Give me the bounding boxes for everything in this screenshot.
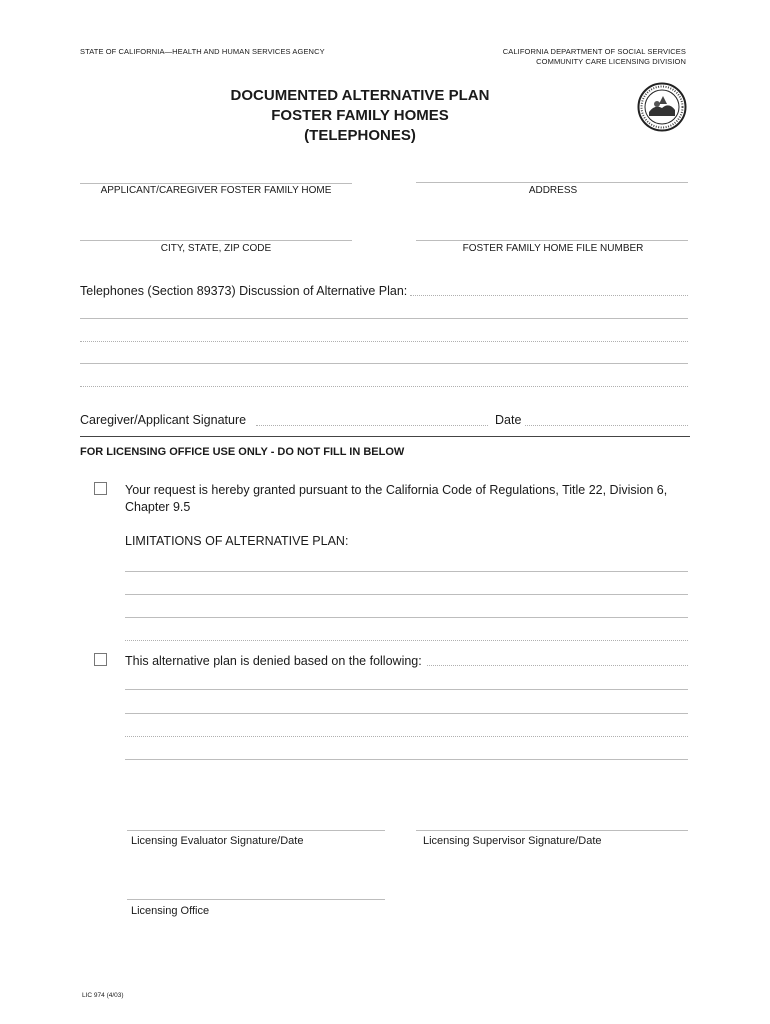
state-seal-icon xyxy=(637,82,687,132)
address-line[interactable] xyxy=(416,182,688,183)
discussion-line-0[interactable] xyxy=(410,295,688,296)
denied-line-0[interactable] xyxy=(427,665,688,666)
agency-left: STATE OF CALIFORNIA—HEALTH AND HUMAN SERVICES AGENCY xyxy=(80,47,325,56)
limitations-line-2[interactable] xyxy=(125,594,688,595)
discussion-line-1[interactable] xyxy=(80,318,688,319)
denied-text: This alternative plan is denied based on the following: xyxy=(125,654,422,668)
file-number-caption: FOSTER FAMILY HOME FILE NUMBER xyxy=(462,243,644,254)
section-divider xyxy=(80,436,690,437)
limitations-line-3[interactable] xyxy=(125,617,688,618)
city-caption: CITY, STATE, ZIP CODE xyxy=(160,243,272,254)
office-use-heading: FOR LICENSING OFFICE USE ONLY - DO NOT FILL IN BELOW xyxy=(80,446,405,458)
licensing-office-line[interactable] xyxy=(127,899,385,900)
caregiver-signature-label: Caregiver/Applicant Signature xyxy=(80,413,247,427)
granted-text-line1: Your request is hereby granted pursuant to the California Code of Regulations, Title 22, Division 6, xyxy=(125,483,668,497)
limitations-line-4[interactable] xyxy=(125,640,688,641)
agency-right-line2: COMMUNITY CARE LICENSING DIVISION xyxy=(536,57,686,66)
evaluator-label: Licensing Evaluator Signature/Date xyxy=(131,835,304,847)
supervisor-signature-line[interactable] xyxy=(416,830,688,831)
granted-checkbox[interactable] xyxy=(94,482,107,495)
licensing-office-label: Licensing Office xyxy=(131,905,210,917)
granted-text xyxy=(125,482,667,516)
denied-line-2[interactable] xyxy=(125,713,688,714)
title-line2: FOSTER FAMILY HOMES xyxy=(271,107,449,124)
evaluator-signature-line[interactable] xyxy=(127,830,385,831)
title-line3: (TELEPHONES) xyxy=(304,127,416,144)
caregiver-signature-line[interactable] xyxy=(256,425,488,426)
form-number: LIC 974 (4/03) xyxy=(82,992,124,999)
agency-right xyxy=(426,47,686,67)
applicant-caption: APPLICANT/CAREGIVER FOSTER FAMILY HOME xyxy=(100,185,332,196)
date-line[interactable] xyxy=(525,425,688,426)
granted-text-line2: Chapter 9.5 xyxy=(125,500,191,514)
discussion-line-4[interactable] xyxy=(80,386,688,387)
document-title xyxy=(190,86,530,146)
date-label: Date xyxy=(495,413,522,427)
file-number-line[interactable] xyxy=(416,240,688,241)
discussion-line-3[interactable] xyxy=(80,363,688,364)
address-caption: ADDRESS xyxy=(528,185,578,196)
denied-checkbox[interactable] xyxy=(94,653,107,666)
title-line1: DOCUMENTED ALTERNATIVE PLAN xyxy=(230,87,490,104)
limitations-label: LIMITATIONS OF ALTERNATIVE PLAN: xyxy=(125,534,349,548)
denied-line-1[interactable] xyxy=(125,689,688,690)
denied-line-4[interactable] xyxy=(125,759,688,760)
supervisor-label: Licensing Supervisor Signature/Date xyxy=(423,835,602,847)
limitations-line-1[interactable] xyxy=(125,571,688,572)
agency-right-line1: CALIFORNIA DEPARTMENT OF SOCIAL SERVICES xyxy=(502,47,686,56)
city-line[interactable] xyxy=(80,240,352,241)
discussion-line-2[interactable] xyxy=(80,341,688,342)
applicant-line[interactable] xyxy=(80,183,352,184)
discussion-label: Telephones (Section 89373) Discussion of Alternative Plan: xyxy=(80,284,408,298)
denied-line-3[interactable] xyxy=(125,736,688,737)
